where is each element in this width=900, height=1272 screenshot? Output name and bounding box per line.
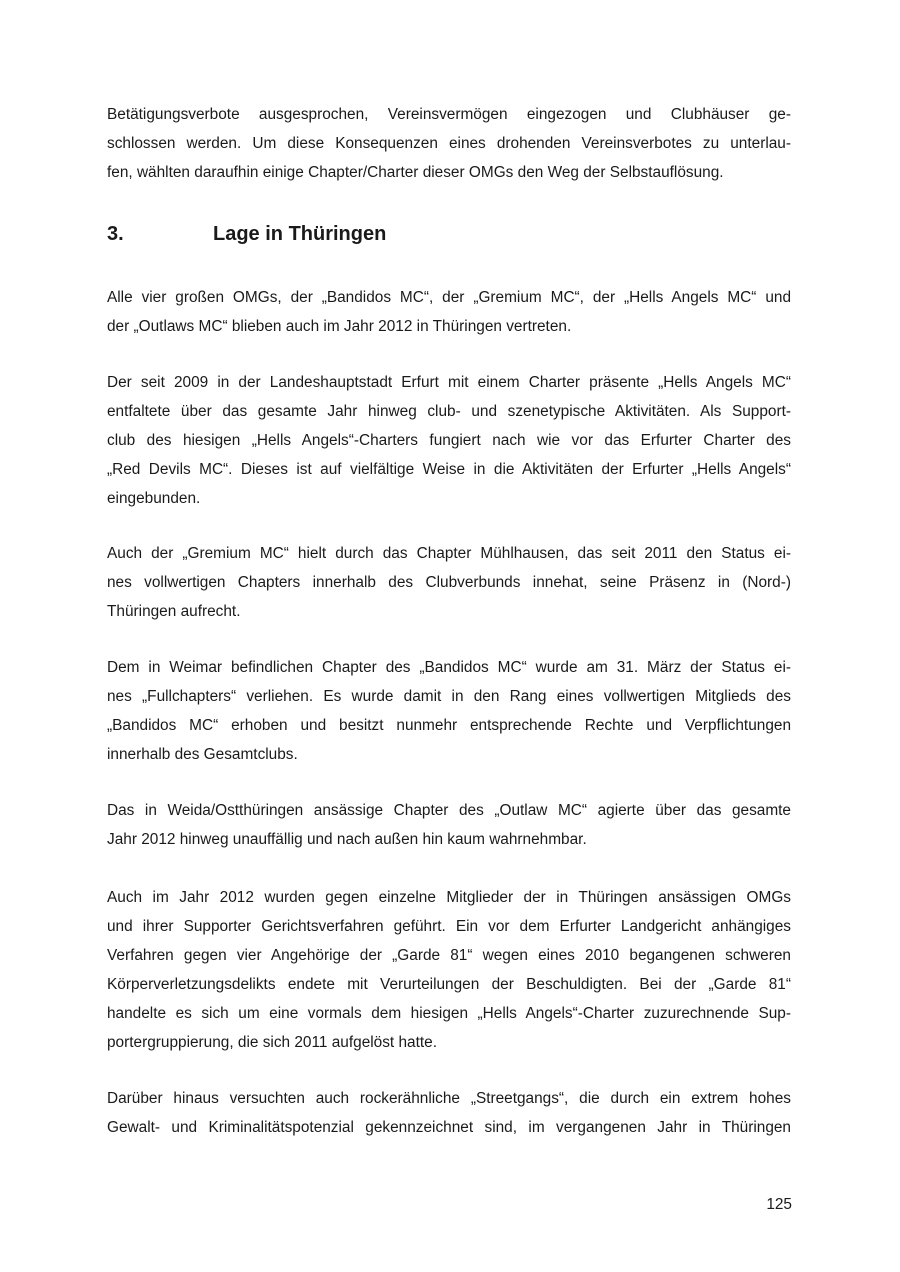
text-line: der „Outlaws MC“ blieben auch im Jahr 2012 in Thüringen vertreten. — [107, 318, 572, 335]
section-title: Lage in Thüringen — [213, 223, 387, 245]
text-line: „Bandidos MC“ erhoben und besitzt nunmehr entsprechende Rechte und Verpflichtungen — [107, 717, 791, 734]
paragraph-omgs-overview — [107, 283, 791, 341]
text-line: „Red Devils MC“. Dieses ist auf vielfältige Weise in die Aktivitäten der Erfurter „Hells Angels“ — [107, 461, 791, 478]
text-line: Auch im Jahr 2012 wurden gegen einzelne Mitglieder der in Thüringen ansässigen OMGs — [107, 889, 791, 906]
text-line: Das in Weida/Ostthüringen ansässige Chapter des „Outlaw MC“ agierte über das gesamte — [107, 802, 791, 819]
text-line: entfaltete über das gesamte Jahr hinweg club- und szenetypische Aktivitäten. Als Support- — [107, 403, 791, 420]
page-number: 125 — [766, 1196, 792, 1213]
text-line: eingebunden. — [107, 490, 201, 507]
paragraph-gerichtsverfahren — [107, 883, 791, 1057]
section-number: 3. — [107, 223, 124, 245]
text-line: Verfahren gegen vier Angehörige der „Garde 81“ wegen eines 2010 begangenen schweren — [107, 947, 791, 964]
text-line: Gewalt- und Kriminalitätspotenzial gekennzeichnet sind, im vergangenen Jahr in Thüringen — [107, 1119, 791, 1136]
text-line: Der seit 2009 in der Landeshauptstadt Erfurt mit einem Charter präsente „Hells Angels MC“ — [107, 374, 791, 391]
text-line: Dem in Weimar befindlichen Chapter des „Bandidos MC“ wurde am 31. März der Status ei- — [107, 659, 791, 676]
section-heading — [107, 220, 386, 248]
text-line: Alle vier großen OMGs, der „Bandidos MC“, der „Gremium MC“, der „Hells Angels MC“ und — [107, 289, 791, 306]
text-line: Betätigungsverbote ausgesprochen, Vereinsvermögen eingezogen und Clubhäuser ge- — [107, 106, 791, 123]
text-line: Darüber hinaus versuchten auch rockerähnliche „Streetgangs“, die durch ein extrem hohes — [107, 1090, 791, 1107]
text-line: und ihrer Supporter Gerichtsverfahren geführt. Ein vor dem Erfurter Landgericht anhängiges — [107, 918, 791, 935]
text-line: portergruppierung, die sich 2011 aufgelöst hatte. — [107, 1034, 437, 1051]
paragraph-vereinsverbote — [107, 100, 791, 187]
text-line: nes vollwertigen Chapters innerhalb des Clubverbunds innehat, seine Präsenz in (Nord-) — [107, 574, 791, 591]
text-line: club des hiesigen „Hells Angels“-Charters fungiert nach wie vor das Erfurter Charter des — [107, 432, 791, 449]
paragraph-streetgangs — [107, 1084, 791, 1142]
text-line: nes „Fullchapters“ verliehen. Es wurde damit in den Rang eines vollwertigen Mitglieds des — [107, 688, 791, 705]
text-line: innerhalb des Gesamtclubs. — [107, 746, 298, 763]
text-line: Auch der „Gremium MC“ hielt durch das Chapter Mühlhausen, das seit 2011 den Status ei- — [107, 545, 791, 562]
text-line: Jahr 2012 hinweg unauffällig und nach außen hin kaum wahrnehmbar. — [107, 831, 587, 848]
text-line: schlossen werden. Um diese Konsequenzen eines drohenden Vereinsverbotes zu unterlau- — [107, 135, 791, 152]
text-line: handelte es sich um eine vormals dem hiesigen „Hells Angels“-Charter zuzurechnende Sup- — [107, 1005, 791, 1022]
text-line: Thüringen aufrecht. — [107, 603, 241, 620]
text-line: Körperverletzungsdelikts endete mit Verurteilungen der Beschuldigten. Bei der „Garde 81“ — [107, 976, 791, 993]
paragraph-hells-angels — [107, 368, 791, 513]
paragraph-bandidos — [107, 653, 791, 769]
paragraph-gremium — [107, 539, 791, 626]
text-line: fen, wählten daraufhin einige Chapter/Charter dieser OMGs den Weg der Selbstauflösung. — [107, 164, 724, 181]
paragraph-outlaws — [107, 796, 791, 854]
